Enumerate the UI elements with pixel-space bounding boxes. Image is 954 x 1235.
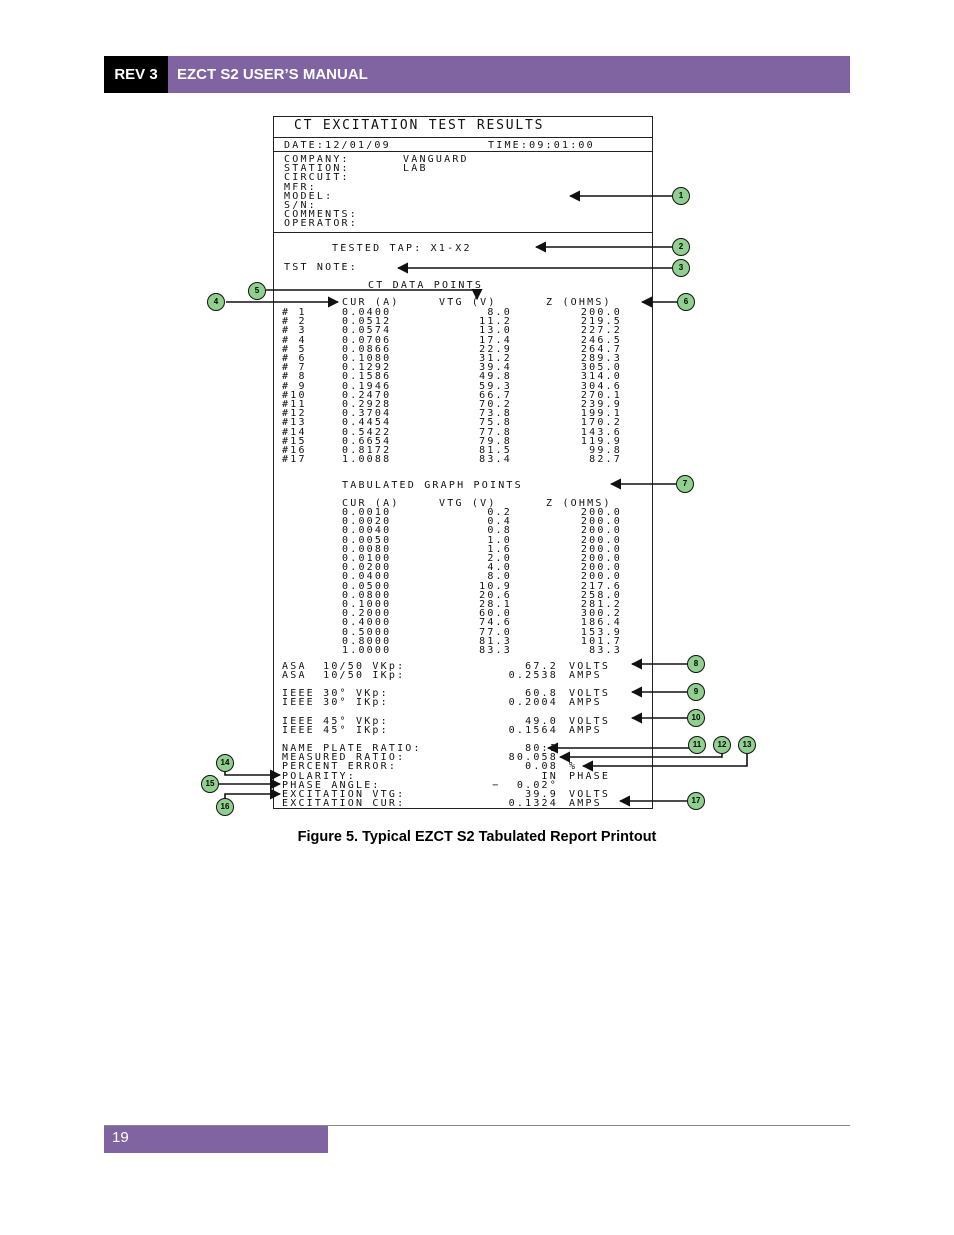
data-row-cur: 0.4454 — [342, 417, 392, 429]
data-row-z: 99.8 — [589, 445, 622, 456]
col-cur-header: CUR (A) — [342, 297, 400, 308]
data-row-vtg: 83.4 — [479, 454, 512, 466]
data-row-number: # 3 — [282, 325, 307, 337]
graph-row-cur: 0.1000 — [342, 599, 392, 610]
callout-15: 15 — [201, 775, 219, 793]
graph-row-cur: 0.0800 — [342, 589, 392, 601]
data-row-vtg: 31.2 — [479, 353, 512, 364]
data-row-z: 143.6 — [580, 426, 622, 438]
graph-title: TABULATED GRAPH POINTS — [342, 480, 523, 491]
data-row-z: 200.0 — [580, 307, 622, 318]
data-row-cur: 0.1080 — [342, 353, 392, 364]
data-row-number: # 9 — [282, 380, 307, 392]
knee-label: IEEE 30° VKp: — [282, 688, 389, 699]
data-row-z: 270.1 — [580, 389, 622, 401]
data-row-vtg: 79.8 — [479, 435, 512, 447]
callout-2: 2 — [672, 238, 690, 256]
knee-value: 60.8 — [525, 688, 558, 699]
col-cur-header: CUR (A) — [342, 498, 400, 509]
summary-label: MEASURED RATIO: — [282, 752, 406, 764]
summary-value: 0.1324 — [508, 798, 558, 810]
data-row-vtg: 17.4 — [479, 334, 512, 346]
knee-value: 67.2 — [525, 661, 558, 672]
knee-value: 0.1564 — [508, 725, 558, 736]
knee-unit: VOLTS — [569, 661, 611, 672]
data-row-number: # 7 — [282, 362, 307, 374]
info-label: COMMENTS: — [284, 209, 358, 221]
summary-value: 80.058 — [508, 752, 558, 764]
data-row-number: #16 — [282, 445, 307, 456]
report-time: TIME:09:01:00 — [488, 140, 595, 151]
ct-data-title: CT DATA POINTS — [368, 280, 484, 291]
graph-row-vtg: 74.6 — [479, 617, 512, 629]
data-row-cur: 1.0088 — [342, 454, 392, 466]
info-label: COMPANY: — [284, 154, 350, 165]
graph-row-z: 200.0 — [580, 534, 622, 546]
data-row-number: #10 — [282, 389, 307, 401]
graph-row-cur: 0.8000 — [342, 635, 392, 647]
data-row-vtg: 8.0 — [487, 307, 512, 318]
report-title: CT EXCITATION TEST RESULTS — [294, 118, 545, 133]
data-row-z: 199.1 — [580, 408, 622, 420]
data-row-vtg: 75.8 — [479, 417, 512, 429]
data-row-number: #15 — [282, 435, 307, 447]
callout-3: 3 — [672, 259, 690, 277]
graph-row-vtg: 81.3 — [479, 635, 512, 647]
graph-row-vtg: 60.0 — [479, 608, 512, 620]
callout-14: 14 — [216, 754, 234, 772]
graph-row-z: 217.6 — [580, 580, 622, 592]
info-label: MFR: — [284, 181, 317, 193]
col-z-header: Z (OHMS) — [546, 498, 612, 509]
graph-row-z: 258.0 — [580, 589, 622, 601]
data-row-cur: 0.1586 — [342, 371, 392, 383]
data-row-cur: 0.6654 — [342, 435, 392, 447]
callout-5: 5 — [248, 282, 266, 300]
data-row-number: #17 — [282, 454, 307, 466]
graph-row-cur: 0.0500 — [342, 580, 392, 592]
figure-caption: Figure 5. Typical EZCT S2 Tabulated Report Printout — [297, 829, 657, 845]
col-vtg-header: VTG (V) — [439, 297, 497, 308]
graph-row-z: 200.0 — [580, 507, 622, 518]
info-value: VANGUARD — [403, 154, 469, 165]
info-label: CIRCUIT: — [284, 172, 350, 184]
data-row-z: 227.2 — [580, 325, 622, 337]
graph-row-z: 200.0 — [580, 525, 622, 537]
summary-unit: AMPS — [569, 798, 602, 810]
data-row-cur: 0.0512 — [342, 316, 392, 328]
knee-unit: AMPS — [569, 670, 602, 681]
report-date: DATE:12/01/09 — [284, 140, 391, 151]
summary-value: IN — [541, 770, 558, 782]
summary-label: PERCENT ERROR: — [282, 761, 398, 773]
info-label: MODEL: — [284, 190, 334, 202]
data-row-cur: 0.3704 — [342, 408, 392, 420]
data-row-vtg: 22.9 — [479, 343, 512, 355]
col-vtg-header: VTG (V) — [439, 498, 497, 509]
data-row-z: 239.9 — [580, 399, 622, 410]
callout-7: 7 — [676, 475, 694, 493]
graph-row-cur: 0.0010 — [342, 507, 392, 518]
knee-unit: VOLTS — [569, 688, 611, 699]
data-row-cur: 0.0574 — [342, 325, 392, 337]
callout-13: 13 — [738, 736, 756, 754]
summary-label: EXCITATION VTG: — [282, 789, 406, 800]
knee-label: ASA 10/50 IKp: — [282, 670, 406, 681]
graph-row-z: 186.4 — [580, 617, 622, 629]
summary-value: 39.9 — [525, 789, 558, 800]
info-label: S/N: — [284, 200, 317, 211]
graph-row-cur: 0.0100 — [342, 553, 392, 564]
callout-11: 11 — [688, 736, 706, 754]
data-row-vtg: 70.2 — [479, 399, 512, 410]
graph-row-z: 200.0 — [580, 571, 622, 583]
data-row-vtg: 11.2 — [479, 316, 512, 328]
summary-unit: % — [569, 761, 578, 773]
knee-unit: AMPS — [569, 725, 602, 736]
data-row-vtg: 13.0 — [479, 325, 512, 337]
callout-10: 10 — [687, 709, 705, 727]
summary-label: EXCITATION CUR: — [282, 798, 406, 810]
data-row-z: 305.0 — [580, 362, 622, 374]
graph-row-cur: 0.4000 — [342, 617, 392, 629]
graph-row-vtg: 0.4 — [487, 516, 512, 528]
graph-row-vtg: 0.2 — [487, 507, 512, 518]
graph-row-cur: 0.2000 — [342, 608, 392, 620]
summary-value: − 0.02° — [492, 779, 558, 791]
data-row-cur: 0.2928 — [342, 399, 392, 410]
graph-row-z: 83.3 — [589, 645, 622, 656]
graph-row-z: 101.7 — [580, 635, 622, 647]
data-row-z: 246.5 — [580, 334, 622, 346]
data-row-cur: 0.2470 — [342, 389, 392, 401]
col-z-header: Z (OHMS) — [546, 297, 612, 308]
graph-row-cur: 0.0200 — [342, 562, 392, 574]
knee-unit: AMPS — [569, 697, 602, 708]
graph-row-vtg: 2.0 — [487, 553, 512, 564]
graph-row-vtg: 8.0 — [487, 571, 512, 583]
data-row-vtg: 39.4 — [479, 362, 512, 374]
graph-row-cur: 0.5000 — [342, 626, 392, 638]
summary-value: 80:1 — [525, 743, 558, 754]
graph-row-vtg: 77.0 — [479, 626, 512, 638]
callout-12: 12 — [713, 736, 731, 754]
data-row-vtg: 77.8 — [479, 426, 512, 438]
graph-row-z: 200.0 — [580, 543, 622, 555]
graph-row-z: 281.2 — [580, 599, 622, 610]
summary-unit: VOLTS — [569, 789, 611, 800]
knee-label: IEEE 45° IKp: — [282, 725, 389, 736]
summary-label: PHASE ANGLE: — [282, 779, 381, 791]
data-row-z: 82.7 — [589, 454, 622, 466]
page-number: 19 — [104, 1126, 328, 1153]
tst-note: TST NOTE: — [284, 262, 358, 273]
data-row-number: # 2 — [282, 316, 307, 328]
data-row-number: #14 — [282, 426, 307, 438]
data-row-z: 304.6 — [580, 380, 622, 392]
callout-8: 8 — [687, 655, 705, 673]
manual-title: EZCT S2 USER’S MANUAL — [177, 66, 368, 83]
summary-label: POLARITY: — [282, 770, 356, 782]
revision-label: REV 3 — [104, 56, 168, 93]
data-row-cur: 0.0706 — [342, 334, 392, 346]
data-row-vtg: 49.8 — [479, 371, 512, 383]
tested-tap: TESTED TAP: X1-X2 — [332, 243, 472, 254]
graph-row-vtg: 20.6 — [479, 589, 512, 601]
data-row-cur: 0.1946 — [342, 380, 392, 392]
graph-row-vtg: 0.8 — [487, 525, 512, 537]
graph-row-z: 200.0 — [580, 516, 622, 528]
callout-17: 17 — [687, 792, 705, 810]
callout-9: 9 — [687, 683, 705, 701]
data-row-cur: 0.5422 — [342, 426, 392, 438]
graph-row-vtg: 83.3 — [479, 645, 512, 656]
knee-unit: VOLTS — [569, 716, 611, 727]
knee-label: IEEE 30° IKp: — [282, 697, 389, 708]
knee-label: IEEE 45° VKp: — [282, 716, 389, 727]
data-row-number: # 8 — [282, 371, 307, 383]
data-row-z: 170.2 — [580, 417, 622, 429]
knee-value: 0.2004 — [508, 697, 558, 708]
data-row-z: 314.0 — [580, 371, 622, 383]
data-row-number: #12 — [282, 408, 307, 420]
data-row-vtg: 73.8 — [479, 408, 512, 420]
data-row-cur: 0.0866 — [342, 343, 392, 355]
summary-label: NAME PLATE RATIO: — [282, 743, 422, 754]
callout-4: 4 — [207, 293, 225, 311]
graph-row-vtg: 1.6 — [487, 543, 512, 555]
graph-row-cur: 0.0400 — [342, 571, 392, 583]
graph-row-z: 153.9 — [580, 626, 622, 638]
data-row-number: # 6 — [282, 353, 307, 364]
summary-value: 0.08 — [525, 761, 558, 773]
data-row-z: 119.9 — [580, 435, 622, 447]
data-row-number: # 5 — [282, 343, 307, 355]
graph-row-vtg: 10.9 — [479, 580, 512, 592]
info-label: STATION: — [284, 163, 350, 175]
graph-row-cur: 0.0080 — [342, 543, 392, 555]
graph-row-z: 200.0 — [580, 562, 622, 574]
knee-value: 49.0 — [525, 716, 558, 727]
data-row-number: #11 — [282, 399, 307, 410]
data-row-z: 264.7 — [580, 343, 622, 355]
graph-row-vtg: 1.0 — [487, 534, 512, 546]
data-row-z: 219.5 — [580, 316, 622, 328]
summary-unit: PHASE — [569, 770, 611, 782]
data-row-cur: 0.8172 — [342, 445, 392, 456]
data-row-vtg: 59.3 — [479, 380, 512, 392]
callout-6: 6 — [677, 293, 695, 311]
graph-row-cur: 0.0050 — [342, 534, 392, 546]
data-row-cur: 0.0400 — [342, 307, 392, 318]
graph-row-cur: 0.0020 — [342, 516, 392, 528]
callout-1: 1 — [672, 187, 690, 205]
knee-value: 0.2538 — [508, 670, 558, 681]
graph-row-cur: 1.0000 — [342, 645, 392, 656]
data-row-vtg: 66.7 — [479, 389, 512, 401]
data-row-number: #13 — [282, 417, 307, 429]
data-row-number: # 1 — [282, 307, 307, 318]
data-row-number: # 4 — [282, 334, 307, 346]
knee-label: ASA 10/50 VKp: — [282, 661, 406, 672]
data-row-z: 289.3 — [580, 353, 622, 364]
data-row-vtg: 81.5 — [479, 445, 512, 456]
data-row-cur: 0.1292 — [342, 362, 392, 374]
graph-row-cur: 0.0040 — [342, 525, 392, 537]
info-value: LAB — [403, 163, 428, 175]
graph-row-vtg: 28.1 — [479, 599, 512, 610]
graph-row-z: 300.2 — [580, 608, 622, 620]
graph-row-vtg: 4.0 — [487, 562, 512, 574]
graph-row-z: 200.0 — [580, 553, 622, 564]
callout-16: 16 — [216, 798, 234, 816]
info-label: OPERATOR: — [284, 218, 358, 230]
